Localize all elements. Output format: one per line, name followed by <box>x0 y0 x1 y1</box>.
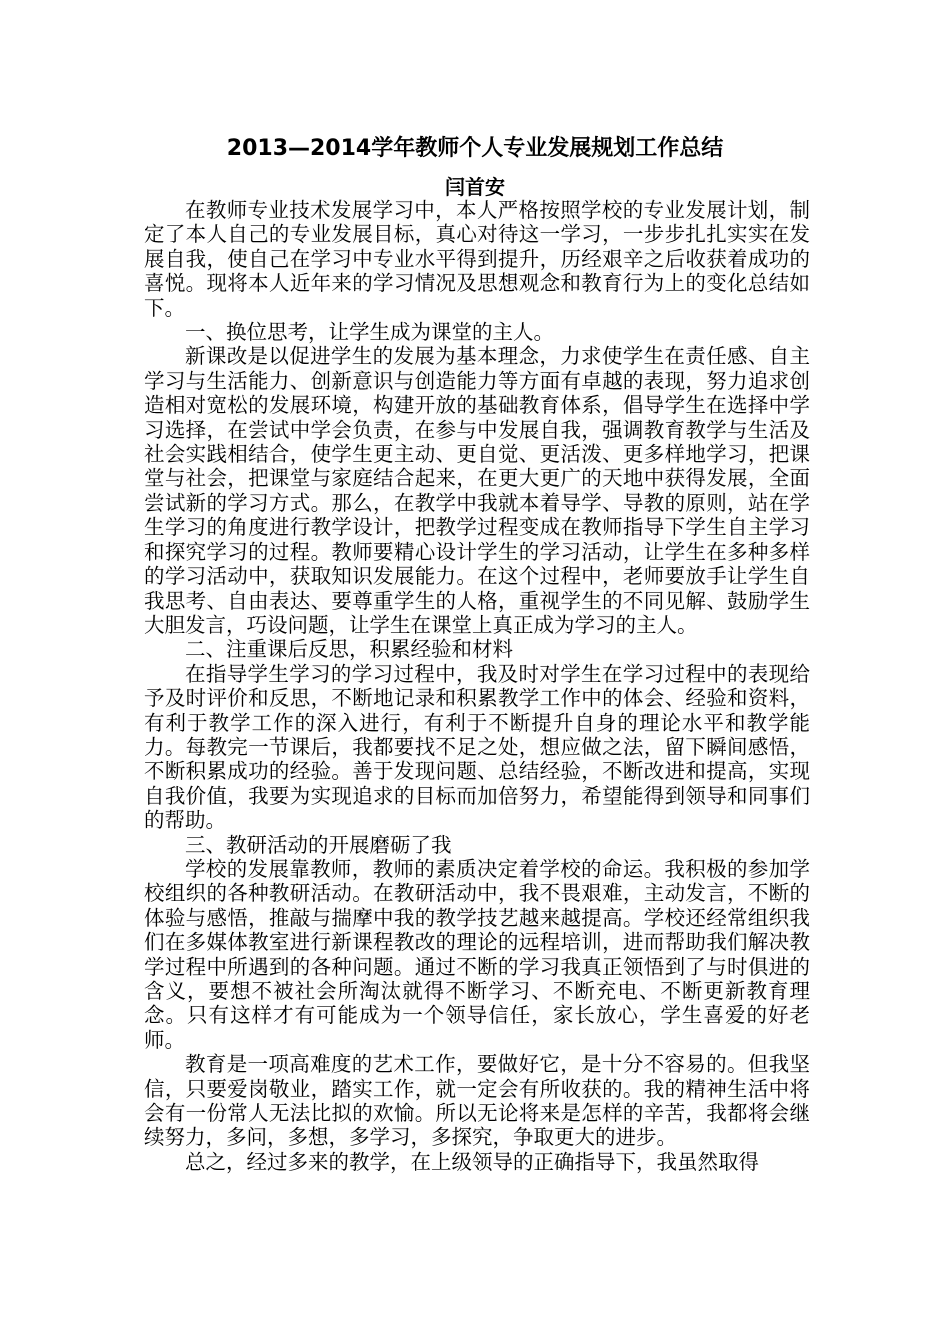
document-author: 闫首安 <box>445 175 505 199</box>
paragraph-reflection: 教育是一项高难度的艺术工作，要做好它，是十分不容易的。但我坚信，只要爱岗敬业，踏实工作，就一定会有所收获的。我的精神生活中将会有一份常人无法比拟的欢愉。所以无论将来是怎样的辛苦，我都将会继续努力，多问，多想，多学习，多探究，争取更大的进步。 <box>144 1052 810 1150</box>
section-heading-1: 一、换位思考，让学生成为课堂的主人。 <box>185 320 554 345</box>
document-title: 2013—2014学年教师个人专业发展规划工作总结 <box>226 136 724 161</box>
paragraph-conclusion: 总之，经过多来的教学，在上级领导的正确指导下，我虽然取得 <box>185 1149 759 1174</box>
paragraph-section-3: 学校的发展靠教师，教师的素质决定着学校的命运。我积极的参加学校组织的各种教研活动。在教研活动中，我不畏艰难，主动发言，不断的体验与感悟，推敲与揣摩中我的教学技艺越来越提高。学校还经常组织我们在多媒体教室进行新课程教改的理论的远程培训，进而帮助我们解决教学过程中所遇到的各种问题。通过不断的学习我真正领悟到了与时俱进的含义，要想不被社会所淘汰就得不断学习、不断充电、不断更新教育理念。只有这样才有可能成为一个领导信任，家长放心，学生喜爱的好老师。 <box>144 856 810 1052</box>
paragraph-intro: 在教师专业技术发展学习中，本人严格按照学校的专业发展计划，制定了本人自己的专业发展目标，真心对待这一学习，一步步扎扎实实在发展自我，使自己在学习中专业水平得到提升，历经艰辛之后收获着成功的喜悦。现将本人近年来的学习情况及思想观念和教育行为上的变化总结如下。 <box>144 198 810 320</box>
document-body <box>144 198 810 1174</box>
paragraph-section-1: 新课改是以促进学生的发展为基本理念，力求使学生在责任感、自主学习与生活能力、创新意识与创造能力等方面有卓越的表现，努力追求创造相对宽松的发展环境，构建开放的基础教育体系，倡导学生在选择中学习选择，在尝试中学会负责，在参与中发展自我，强调教育教学与生活及社会实践相结合，使学生更主动、更自觉、更活泼、更多样地学习，把课堂与社会，把课堂与家庭结合起来，在更大更广的天地中获得发展，全面尝试新的学习方式。那么，在教学中我就本着导学、导教的原则，站在学生学习的角度进行教学设计，把教学过程变成在教师指导下学生自主学习和探究学习的过程。教师要精心设计学生的学习活动，让学生在多种多样的学习活动中，获取知识发展能力。在这个过程中，老师要放手让学生自我思考、自由表达、要尊重学生的人格，重视学生的不同见解、鼓励学生大胆发言，巧设问题，让学生在课堂上真正成为学习的主人。 <box>144 344 810 637</box>
section-heading-3: 三、教研活动的开展磨砺了我 <box>185 832 452 857</box>
paragraph-section-2: 在指导学生学习的学习过程中，我及时对学生在学习过程中的表现给予及时评价和反思，不断地记录和积累教学工作中的体会、经验和资料，有利于教学工作的深入进行，有利于不断提升自身的理论水平和教学能力。每教完一节课后，我都要找不足之处，想应做之法，留下瞬间感悟，不断积累成功的经验。善于发现问题、总结经验，不断改进和提高，实现自我价值，我要为实现追求的目标而加倍努力，希望能得到领导和同事们的帮助。 <box>144 661 810 833</box>
section-heading-2: 二、注重课后反思，积累经验和材料 <box>185 637 513 662</box>
